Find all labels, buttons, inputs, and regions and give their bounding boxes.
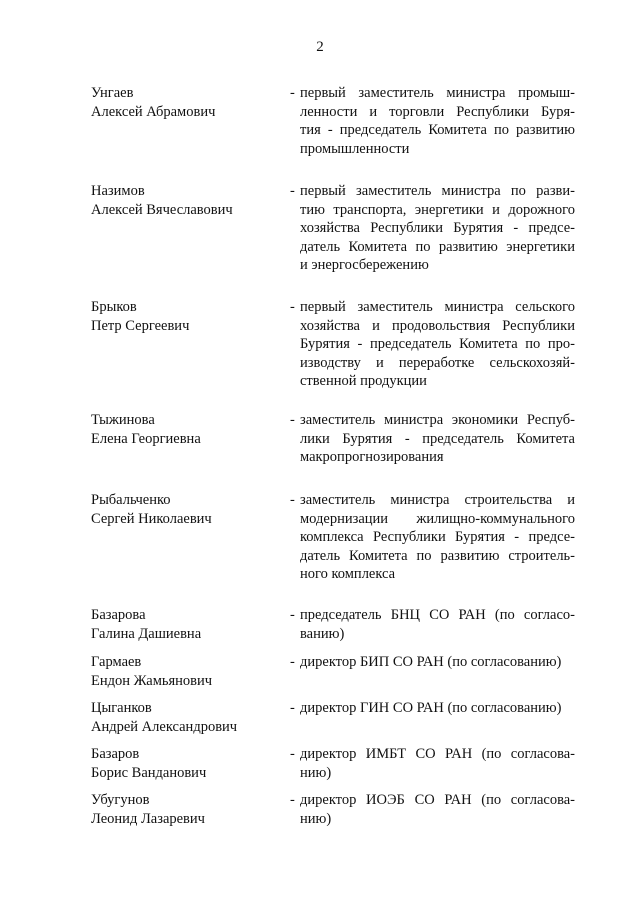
position-line: первый заместитель министра промыш- xyxy=(300,85,575,101)
member-name xyxy=(91,791,281,828)
member-surname: Тыжинова xyxy=(91,412,155,428)
member-surname: Рыбальченко xyxy=(91,492,171,508)
position-line: датель Комитета по развитию энергетики xyxy=(300,238,575,255)
position-line: комплекса Республики Бурятия - предсе- xyxy=(300,529,575,545)
member-position xyxy=(300,745,575,782)
member-name xyxy=(91,653,281,690)
member-name xyxy=(91,745,281,782)
position-line: ного комплекса xyxy=(300,566,396,582)
dash-separator: - xyxy=(290,654,295,670)
dash-separator: - xyxy=(290,412,295,428)
dash-separator: - xyxy=(290,183,295,199)
page-number: 2 xyxy=(316,39,324,55)
dash-separator: - xyxy=(290,299,295,315)
member-name xyxy=(91,411,281,448)
member-given-names: Андрей Александрович xyxy=(91,718,238,735)
member-name xyxy=(91,182,281,219)
dash-separator: - xyxy=(290,700,295,716)
position-line: и энергосбережению xyxy=(300,257,429,273)
member-given-names: Сергей Николаевич xyxy=(91,510,212,527)
position-line: ственной продукции xyxy=(300,373,427,389)
member-given-names: Борис Ванданович xyxy=(91,764,207,781)
member-surname: Базарова xyxy=(91,607,146,623)
member-name xyxy=(91,84,281,121)
member-position xyxy=(300,653,575,672)
member-surname: Назимов xyxy=(91,183,145,199)
dash-separator: - xyxy=(290,85,295,101)
member-name xyxy=(91,491,281,528)
dash-separator: - xyxy=(290,607,295,623)
member-surname: Базаров xyxy=(91,746,140,762)
member-given-names: Ендон Жамьянович xyxy=(91,672,213,689)
position-line: нию) xyxy=(300,764,332,781)
member-position xyxy=(300,182,575,275)
member-position xyxy=(300,791,575,828)
member-position xyxy=(300,491,575,584)
member-given-names: Галина Дашиевна xyxy=(91,625,202,642)
position-line: хозяйства и продовольствия Республики xyxy=(300,317,575,334)
member-name xyxy=(91,298,281,335)
position-line: директор ГИН СО РАН (по согласованию) xyxy=(300,700,562,716)
position-line: ленности и торговли Республики Буря- xyxy=(300,103,575,120)
position-line: тия - председатель Комитета по развитию xyxy=(300,122,575,138)
member-surname: Унгаев xyxy=(91,85,134,101)
member-given-names: Алексей Абрамович xyxy=(91,103,216,120)
position-line: нию) xyxy=(300,810,332,827)
member-position xyxy=(300,298,575,391)
member-surname: Гармаев xyxy=(91,654,142,670)
member-given-names: Алексей Вячеславович xyxy=(91,201,233,218)
position-line: датель Комитета по развитию строитель- xyxy=(300,547,575,564)
position-line: промышленности xyxy=(300,140,410,157)
position-line: директор БИП СО РАН (по согласованию) xyxy=(300,654,562,670)
position-line: лики Бурятия - председатель Комитета xyxy=(300,430,575,447)
position-line: председатель БНЦ СО РАН (по согласо- xyxy=(300,607,575,623)
member-given-names: Леонид Лазаревич xyxy=(91,810,205,827)
member-position xyxy=(300,606,575,643)
position-line: макропрогнозирования xyxy=(300,449,444,465)
position-line: тию транспорта, энергетики и дорожного xyxy=(300,201,575,218)
position-line: заместитель министра экономики Респуб- xyxy=(300,412,575,428)
position-line: директор ИМБТ СО РАН (по согласова- xyxy=(300,746,575,762)
dash-separator: - xyxy=(290,792,295,808)
member-given-names: Петр Сергеевич xyxy=(91,317,190,334)
position-line: ванию) xyxy=(300,625,345,642)
member-surname: Брыков xyxy=(91,299,137,315)
position-line: модернизации жилищно-коммунального xyxy=(300,510,575,527)
dash-separator: - xyxy=(290,492,295,508)
position-line: первый заместитель министра по разви- xyxy=(300,183,575,199)
member-position xyxy=(300,699,575,718)
member-surname: Убугунов xyxy=(91,792,150,808)
member-name xyxy=(91,699,281,736)
dash-separator: - xyxy=(290,746,295,762)
member-given-names: Елена Георгиевна xyxy=(91,430,201,447)
member-position xyxy=(300,84,575,158)
position-line: Бурятия - председатель Комитета по про- xyxy=(300,336,575,352)
position-line: хозяйства Республики Бурятия - предсе- xyxy=(300,220,575,236)
position-line: директор ИОЭБ СО РАН (по согласова- xyxy=(300,792,575,808)
member-position xyxy=(300,411,575,467)
member-surname: Цыганков xyxy=(91,700,152,716)
member-name xyxy=(91,606,281,643)
position-line: первый заместитель министра сельского xyxy=(300,299,575,315)
position-line: заместитель министра строительства и xyxy=(300,492,575,508)
position-line: изводству и переработке сельскохозяй- xyxy=(300,354,575,371)
